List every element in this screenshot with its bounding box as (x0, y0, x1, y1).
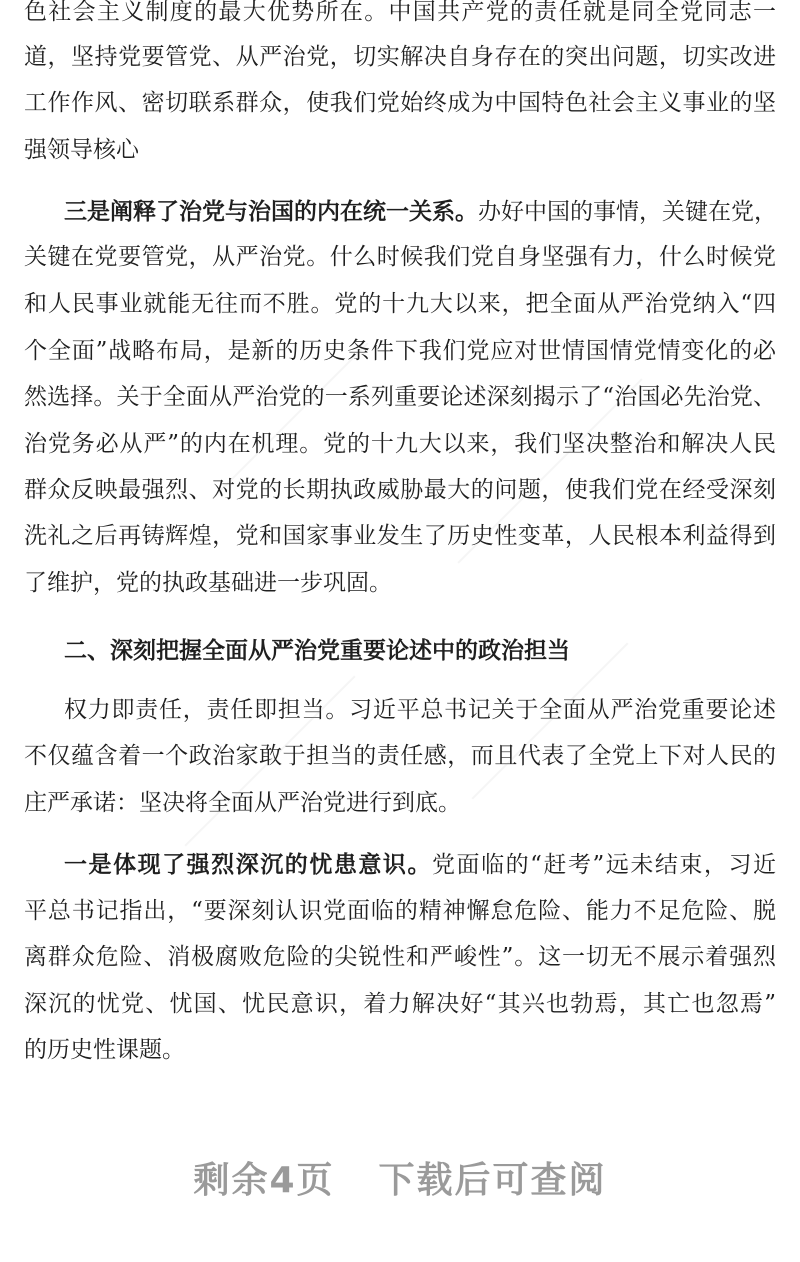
bold-lead-sentence: 三是阐释了治党与治国的内在统一关系。 (64, 199, 478, 225)
download-banner[interactable] (0, 1152, 800, 1203)
text-line: 庄严承诺：坚决将全面从严治党进行到底。 (24, 790, 461, 816)
text-line: 工作作风、密切联系群众，使我们党始终成为中国特色社会主义事业的坚 (24, 90, 776, 116)
text-line: 深沉的忧党、忧国、忧民意识，着力解决好“其兴也勃焉，其亡也忽焉” (24, 991, 776, 1017)
text-line: 不仅蕴含着一个政治家敢于担当的责任感，而且代表了全党上下对人民的 (24, 743, 776, 769)
text-line: 离群众危险、消极腐败危险的尖锐性和严峻性”。这一切无不展示着强烈 (24, 944, 776, 970)
text-line: 洗礼之后再铸辉煌，党和国家事业发生了历史性变革，人民根本利益得到 (24, 523, 776, 549)
text-line: 然选择。关于全面从严治党的一系列重要论述深刻揭示了“治国必先治党、 (24, 384, 776, 410)
text-line: 和人民事业就能无往而不胜。党的十九大以来，把全面从严治党纳入“四 (24, 291, 776, 317)
text-line: 关键在党要管党，从严治党。什么时候我们党自身坚强有力，什么时候党 (24, 244, 776, 270)
text-span: 办好中国的事情，关键在党， (478, 199, 777, 225)
text-line: 的历史性课题。 (24, 1037, 185, 1063)
text-line: 个全面”战略布局，是新的历史条件下我们党应对世情国情党情变化的必 (24, 338, 776, 364)
text-line: 强领导核心 (24, 137, 139, 163)
text-line: 权力即责任，责任即担当。习近平总书记关于全面从严治党重要论述 (64, 697, 776, 723)
text-line: 群众反映最强烈、对党的长期执政威胁最大的问题，使我们党在经受深刻 (24, 477, 776, 503)
download-hint-label: 下载后可查阅 (378, 1160, 607, 1201)
remaining-pages-label: 剩余4页 (193, 1160, 335, 1201)
text-line (64, 848, 776, 882)
text-line: 色社会主义制度的最大优势所在。中国共产党的责任就是同全党同志一 (24, 0, 776, 25)
bold-lead-sentence: 一是体现了强烈深沉的忧患意识。 (64, 852, 433, 878)
text-line: 治党务必从严”的内在机理。党的十九大以来，我们坚决整治和解决人民 (24, 431, 776, 457)
text-span: 党面临的“赶考”远未结束，习近 (432, 852, 776, 878)
text-line: 平总书记指出，“要深刻认识党面临的精神懈怠危险、能力不足危险、脱 (24, 898, 776, 924)
text-line: 了维护，党的执政基础进一步巩固。 (24, 570, 392, 596)
section-heading: 二、深刻把握全面从严治党重要论述中的政治担当 (64, 638, 570, 664)
text-line: 道，坚持党要管党、从严治党，切实解决自身存在的突出问题，切实改进 (24, 44, 776, 70)
text-line (64, 195, 776, 229)
